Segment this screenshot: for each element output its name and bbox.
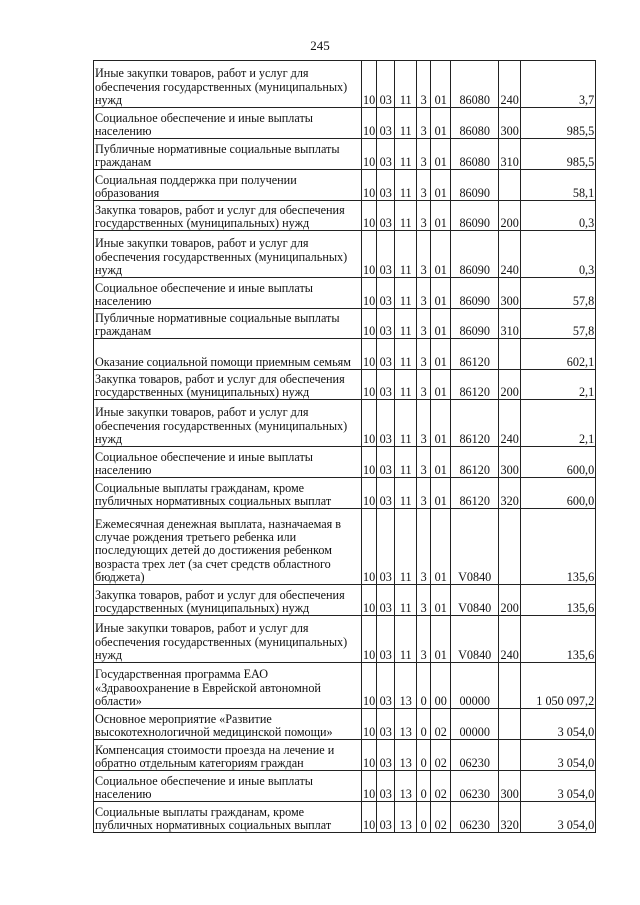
row-direction-code: 00000 — [451, 709, 499, 740]
row-section: 10 — [362, 709, 377, 740]
row-subprogram-code: 0 — [417, 771, 431, 802]
row-amount: 3,7 — [521, 61, 596, 108]
row-direction-code: 86080 — [451, 61, 499, 108]
row-amount: 57,8 — [521, 278, 596, 309]
row-direction-code: 00000 — [451, 663, 499, 709]
row-expense-type: 300 — [499, 771, 521, 802]
row-measure-code: 01 — [431, 201, 451, 231]
row-program-code: 11 — [395, 370, 417, 400]
row-expense-type: 200 — [499, 585, 521, 616]
table-row — [94, 740, 596, 771]
row-measure-code: 01 — [431, 339, 451, 370]
table-row — [94, 309, 596, 339]
row-program-code: 11 — [395, 447, 417, 478]
row-program-code: 11 — [395, 108, 417, 139]
table-row — [94, 447, 596, 478]
row-direction-code: 06230 — [451, 740, 499, 771]
row-measure-code: 02 — [431, 802, 451, 833]
row-section: 10 — [362, 309, 377, 339]
row-subprogram-code: 0 — [417, 802, 431, 833]
table-row — [94, 400, 596, 447]
row-program-code: 11 — [395, 170, 417, 201]
row-name: Иные закупки товаров, работ и услуг для обеспечения государственных (муниципальных) нужд — [94, 231, 362, 278]
row-direction-code: 86120 — [451, 447, 499, 478]
table-row — [94, 709, 596, 740]
row-name: Иные закупки товаров, работ и услуг для обеспечения государственных (муниципальных) нужд — [94, 61, 362, 108]
row-direction-code: 86120 — [451, 400, 499, 447]
row-amount: 602,1 — [521, 339, 596, 370]
row-expense-type — [499, 339, 521, 370]
row-section: 10 — [362, 400, 377, 447]
row-subsection: 03 — [377, 740, 395, 771]
row-name: Основное мероприятие «Развитие высокотехнологичной медицинской помощи» — [94, 709, 362, 740]
row-subsection: 03 — [377, 616, 395, 663]
table-row — [94, 509, 596, 585]
row-expense-type: 240 — [499, 400, 521, 447]
row-name: Закупка товаров, работ и услуг для обеспечения государственных (муниципальных) нужд — [94, 370, 362, 400]
row-direction-code: 86090 — [451, 309, 499, 339]
row-section: 10 — [362, 170, 377, 201]
row-section: 10 — [362, 478, 377, 509]
row-section: 10 — [362, 339, 377, 370]
row-measure-code: 01 — [431, 231, 451, 278]
row-measure-code: 01 — [431, 278, 451, 309]
row-program-code: 11 — [395, 61, 417, 108]
row-subsection: 03 — [377, 509, 395, 585]
table-row — [94, 478, 596, 509]
row-expense-type: 240 — [499, 61, 521, 108]
row-amount: 2,1 — [521, 370, 596, 400]
row-amount: 135,6 — [521, 616, 596, 663]
row-section: 10 — [362, 447, 377, 478]
row-name: Иные закупки товаров, работ и услуг для обеспечения государственных (муниципальных) нужд — [94, 400, 362, 447]
row-subprogram-code: 3 — [417, 108, 431, 139]
row-section: 10 — [362, 201, 377, 231]
row-expense-type — [499, 709, 521, 740]
row-direction-code: 86120 — [451, 478, 499, 509]
row-expense-type: 310 — [499, 309, 521, 339]
row-expense-type: 320 — [499, 802, 521, 833]
table-row — [94, 802, 596, 833]
row-amount: 3 054,0 — [521, 709, 596, 740]
row-name: Публичные нормативные социальные выплаты гражданам — [94, 309, 362, 339]
row-direction-code: V0840 — [451, 616, 499, 663]
row-name: Компенсация стоимости проезда на лечение и обратно отдельным категориям граждан — [94, 740, 362, 771]
row-program-code: 11 — [395, 509, 417, 585]
row-measure-code: 01 — [431, 585, 451, 616]
row-subprogram-code: 3 — [417, 61, 431, 108]
row-subprogram-code: 3 — [417, 201, 431, 231]
row-subsection: 03 — [377, 170, 395, 201]
row-subprogram-code: 0 — [417, 709, 431, 740]
page-number: 245 — [310, 38, 330, 53]
row-measure-code: 01 — [431, 478, 451, 509]
row-subsection: 03 — [377, 802, 395, 833]
table-row — [94, 771, 596, 802]
row-name: Оказание социальной помощи приемным семьям — [94, 339, 362, 370]
row-name: Иные закупки товаров, работ и услуг для обеспечения государственных (муниципальных) нужд — [94, 616, 362, 663]
row-section: 10 — [362, 616, 377, 663]
row-subprogram-code: 3 — [417, 370, 431, 400]
row-program-code: 11 — [395, 478, 417, 509]
row-subprogram-code: 3 — [417, 278, 431, 309]
row-direction-code: 06230 — [451, 802, 499, 833]
row-measure-code: 01 — [431, 61, 451, 108]
row-expense-type: 310 — [499, 139, 521, 170]
row-expense-type — [499, 509, 521, 585]
row-measure-code: 02 — [431, 771, 451, 802]
row-direction-code: 86090 — [451, 278, 499, 309]
table-row — [94, 585, 596, 616]
table-row — [94, 616, 596, 663]
row-section: 10 — [362, 771, 377, 802]
row-subprogram-code: 0 — [417, 663, 431, 709]
row-name: Социальное обеспечение и иные выплаты населению — [94, 447, 362, 478]
row-subsection: 03 — [377, 400, 395, 447]
row-subprogram-code: 3 — [417, 139, 431, 170]
table-body — [94, 61, 596, 833]
row-amount: 600,0 — [521, 478, 596, 509]
row-name: Социальное обеспечение и иные выплаты населению — [94, 108, 362, 139]
row-direction-code: 06230 — [451, 771, 499, 802]
row-name: Социальное обеспечение и иные выплаты населению — [94, 278, 362, 309]
row-expense-type: 300 — [499, 447, 521, 478]
row-amount: 3 054,0 — [521, 802, 596, 833]
row-expense-type: 240 — [499, 231, 521, 278]
row-subsection: 03 — [377, 201, 395, 231]
table-row — [94, 139, 596, 170]
row-measure-code: 01 — [431, 139, 451, 170]
row-section: 10 — [362, 61, 377, 108]
row-section: 10 — [362, 139, 377, 170]
row-section: 10 — [362, 585, 377, 616]
row-expense-type — [499, 740, 521, 771]
row-measure-code: 01 — [431, 616, 451, 663]
row-section: 10 — [362, 740, 377, 771]
row-name: Закупка товаров, работ и услуг для обеспечения государственных (муниципальных) нужд — [94, 201, 362, 231]
row-name: Социальное обеспечение и иные выплаты населению — [94, 771, 362, 802]
row-subsection: 03 — [377, 278, 395, 309]
row-measure-code: 01 — [431, 309, 451, 339]
row-subsection: 03 — [377, 585, 395, 616]
row-subsection: 03 — [377, 771, 395, 802]
row-program-code: 13 — [395, 771, 417, 802]
row-amount: 135,6 — [521, 509, 596, 585]
row-subsection: 03 — [377, 231, 395, 278]
row-amount: 0,3 — [521, 201, 596, 231]
table-row — [94, 370, 596, 400]
row-program-code: 11 — [395, 616, 417, 663]
row-direction-code: 86090 — [451, 170, 499, 201]
row-name: Социальные выплаты гражданам, кроме публичных нормативных социальных выплат — [94, 802, 362, 833]
row-subsection: 03 — [377, 370, 395, 400]
row-subsection: 03 — [377, 339, 395, 370]
row-name: Социальная поддержка при получении образования — [94, 170, 362, 201]
row-direction-code: 86120 — [451, 339, 499, 370]
row-measure-code: 01 — [431, 108, 451, 139]
row-subprogram-code: 0 — [417, 740, 431, 771]
row-amount: 1 050 097,2 — [521, 663, 596, 709]
row-subsection: 03 — [377, 663, 395, 709]
row-measure-code: 01 — [431, 509, 451, 585]
row-expense-type: 200 — [499, 201, 521, 231]
row-section: 10 — [362, 108, 377, 139]
row-subsection: 03 — [377, 139, 395, 170]
row-measure-code: 00 — [431, 663, 451, 709]
row-expense-type: 240 — [499, 616, 521, 663]
row-program-code: 11 — [395, 309, 417, 339]
row-direction-code: 86090 — [451, 231, 499, 278]
row-amount: 58,1 — [521, 170, 596, 201]
table-row — [94, 278, 596, 309]
row-name: Государственная программа ЕАО «Здравоохранение в Еврейской автономной области» — [94, 663, 362, 709]
row-section: 10 — [362, 663, 377, 709]
row-subsection: 03 — [377, 447, 395, 478]
row-measure-code: 01 — [431, 170, 451, 201]
row-section: 10 — [362, 802, 377, 833]
row-subprogram-code: 3 — [417, 447, 431, 478]
row-measure-code: 02 — [431, 740, 451, 771]
row-expense-type: 320 — [499, 478, 521, 509]
row-direction-code: 86080 — [451, 108, 499, 139]
row-subprogram-code: 3 — [417, 509, 431, 585]
row-subprogram-code: 3 — [417, 478, 431, 509]
row-expense-type — [499, 663, 521, 709]
row-program-code: 11 — [395, 139, 417, 170]
row-subsection: 03 — [377, 309, 395, 339]
row-program-code: 11 — [395, 278, 417, 309]
row-subprogram-code: 3 — [417, 616, 431, 663]
row-subsection: 03 — [377, 709, 395, 740]
table-row — [94, 231, 596, 278]
row-direction-code: 86080 — [451, 139, 499, 170]
row-amount: 2,1 — [521, 400, 596, 447]
row-subsection: 03 — [377, 108, 395, 139]
row-program-code: 11 — [395, 339, 417, 370]
row-amount: 600,0 — [521, 447, 596, 478]
row-name: Публичные нормативные социальные выплаты гражданам — [94, 139, 362, 170]
row-expense-type — [499, 170, 521, 201]
row-amount: 985,5 — [521, 139, 596, 170]
table-row — [94, 170, 596, 201]
row-section: 10 — [362, 509, 377, 585]
row-name: Социальные выплаты гражданам, кроме публичных нормативных социальных выплат — [94, 478, 362, 509]
row-measure-code: 01 — [431, 400, 451, 447]
row-subprogram-code: 3 — [417, 170, 431, 201]
row-section: 10 — [362, 278, 377, 309]
row-amount: 0,3 — [521, 231, 596, 278]
row-subprogram-code: 3 — [417, 400, 431, 447]
row-amount: 57,8 — [521, 309, 596, 339]
table-row — [94, 201, 596, 231]
row-subsection: 03 — [377, 61, 395, 108]
row-subsection: 03 — [377, 478, 395, 509]
row-expense-type: 300 — [499, 278, 521, 309]
table-row — [94, 61, 596, 108]
row-direction-code: 86090 — [451, 201, 499, 231]
table-row — [94, 339, 596, 370]
row-section: 10 — [362, 370, 377, 400]
row-subprogram-code: 3 — [417, 231, 431, 278]
row-direction-code: V0840 — [451, 585, 499, 616]
row-program-code: 13 — [395, 709, 417, 740]
row-direction-code: V0840 — [451, 509, 499, 585]
row-subprogram-code: 3 — [417, 585, 431, 616]
row-section: 10 — [362, 231, 377, 278]
row-program-code: 11 — [395, 400, 417, 447]
budget-table — [93, 60, 596, 833]
table-row — [94, 663, 596, 709]
row-measure-code: 02 — [431, 709, 451, 740]
row-name: Закупка товаров, работ и услуг для обеспечения государственных (муниципальных) нужд — [94, 585, 362, 616]
row-amount: 985,5 — [521, 108, 596, 139]
row-name: Ежемесячная денежная выплата, назначаемая в случае рождения третьего ребенка или последующих детей до достижения ребенком возраста трех лет (за счет средств областного бюджета) — [94, 509, 362, 585]
row-subprogram-code: 3 — [417, 309, 431, 339]
row-amount: 3 054,0 — [521, 771, 596, 802]
row-expense-type: 300 — [499, 108, 521, 139]
row-amount: 135,6 — [521, 585, 596, 616]
row-direction-code: 86120 — [451, 370, 499, 400]
row-program-code: 13 — [395, 802, 417, 833]
row-amount: 3 054,0 — [521, 740, 596, 771]
row-program-code: 11 — [395, 231, 417, 278]
row-measure-code: 01 — [431, 370, 451, 400]
row-expense-type: 200 — [499, 370, 521, 400]
row-measure-code: 01 — [431, 447, 451, 478]
table-row — [94, 108, 596, 139]
row-program-code: 13 — [395, 740, 417, 771]
row-program-code: 13 — [395, 663, 417, 709]
row-program-code: 11 — [395, 585, 417, 616]
row-program-code: 11 — [395, 201, 417, 231]
row-subprogram-code: 3 — [417, 339, 431, 370]
